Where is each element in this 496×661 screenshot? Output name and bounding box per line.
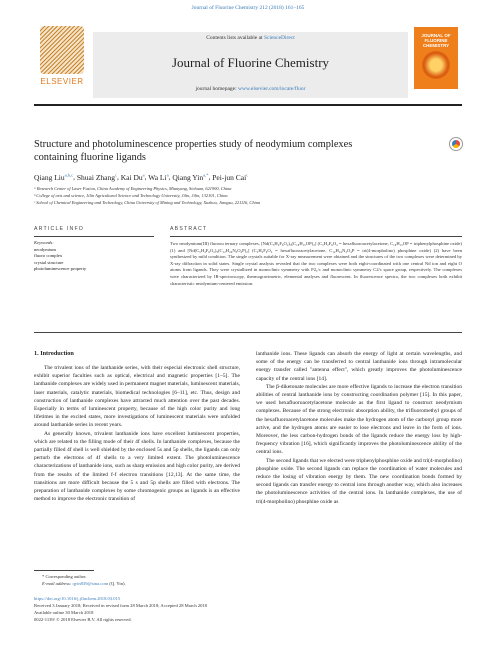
article-info-rule: [34, 236, 154, 237]
author-list: Qiang Liu$^{a,b,c}$, Shuai Zhang$^c$, Kai Du$^a$, Wa Li$^a$, Qiang Yin$^{a,*}$, Pei-jun Cai$^c$: [34, 172, 249, 182]
author-pei-jun-cai[interactable]: Pei-jun Cai$^c$: [212, 172, 249, 182]
affiliation-c: ᶜ School of Chemical Engineering and Technology, China University of Mining and Technology, Xuzhou, Jiangsu, 221116, China: [34, 200, 261, 205]
check-for-updates-icon[interactable]: [449, 137, 463, 151]
article-info-heading: ARTICLE INFO: [34, 226, 85, 232]
journal-homepage: journal homepage: www.elsevier.com/locate/fluor: [195, 86, 306, 92]
keywords-label: Keywords:: [34, 240, 54, 245]
author-shuai-zhang[interactable]: Shuai Zhang$^c$: [76, 172, 117, 182]
paragraph: The second ligands that we elected were triphenylphosphine oxide and tri(4-morpholino) phosphine oxide. The second ligands can replace the coordination of water molecules and reduce the losing of vibration energy by them. The new coordination bonds formed by second ligands can transfer energy to central ions through another way, which also increases the photoluminescence activities of the central ions. In lanthanide complexes, the use of tri(4-morpholino) phosphine oxide as: [256, 457, 462, 505]
abstract-text: Two neodymium(III) fluorou ternary complexes, [Nd(C₅H₂F₆O₂)₃(C₁₈H₁₅OP)₂] (C₅H₂F₆O₂ = hexafluoroacetylacetone, C₁₈H₁₅OP = triphenylphosphine oxide) (1) and [Nd(C₅H₂F₆O₂)₃(C₁₂H₂₄N₃O₄P)₂] (C₅H₂F₆O₂ = hexafluoroacetylacetone, C₁₂H₂₄N₃O₄P = tri(4-morpholino) phosphine oxide) (2) have been synthesized by mild condition. The single crystals suitable for X-ray measurement were obtained and the structures of the two complexes were determined by X-ray diffraction in solid states. Single crystal analysis revealed that the two complexes were both eight-coordinated with one central Nd ion and eight O atoms from ligands. They were crystallized in monoclinic symmetry with P2₁/c and monoclinic symmetry C2/c space group, respectively. The complexes were characterized by IR-spectroscopy, thermogravimetric, elemental analyses and fluorescent. In fluorescence spectra, the two complexes both exhibit characteristic neodymium-centered emission.: [170, 241, 462, 286]
paragraph: The β-diketonate molecules are more effective ligands to increase the electron transition abilities of central lanthanide ions by constructing coordination polymer [15]. In this paper, we used hexafluoroacetylacetone molecule as the first ligand to construct neodymium complexes. Because of the strong electronic absorption ability, the trifluoromethyl groups of the hexafluoroacetylacetone molecules make the hydrogen atom of the carbonyl group more active, and the hydrogen atoms are easier to lose electrons and leave in the form of ions. Moreover, the less carbon-hydrogen bonds of the ligands reduce the energy loss by high-frequency vibration [16], which significantly improves the photoluminescence ability of the central ions.: [256, 383, 462, 456]
running-head: Journal of Fluorine Chemistry 212 (2018) 161–165: [191, 5, 305, 11]
elsevier-logo: [40, 24, 84, 86]
contents-line: Contents lists available at ScienceDirect: [206, 35, 295, 41]
author-wa-li[interactable]: Wa Li$^a$: [148, 172, 169, 182]
author-qiang-liu[interactable]: Qiang Liu$^{a,b,c}$: [34, 172, 74, 182]
paragraph: As generally known, trivalent lanthanide ions have excellent luminescent properties, which are related to the filling mode of their 4f shells. In lanthanide complexes, because the partially filled 4f shell is well shielded by the enclosed 5s and 5p shells, the ligands can only perturb the electrons of 4f shells to a very limited extent. The photoluminescence characterizations of lanthanide ions, such as sharp emission and high color purity, are derived from the results of the limited f-f electron transitions [12,13]. At the same time, the transitions are more difficult because the 5 s and 5p shells are filled with electrons. The preparation of lanthanide complexes by some chromogenic groups as ligands is an effective method to improve the electronic transition of: [34, 430, 240, 503]
journal-cover: [414, 27, 458, 89]
paragraph: The trivalent ions of the lanthanide series, with their especial electronic shell structure, exhibit superior faculties such as optical, electrical and magnetic properties [1–5]. The lanthanide complexes are widely used in permanent magnet materials, luminescent materials, laser materials, catalytic materials, biomedical technologies [6–11], etc. Thus, design and construction of lanthanide complexes have attracted much attention over the past decades. Especially in terms of luminescent property, because of the high color purity and long lifetimes in the excited states, more investigations of luminescent materials were unfolded around lanthanide series in recent years.: [34, 365, 240, 429]
affiliation-a: ᵃ Research Center of Laser Fusion, China Academy of Engineering Physics, Mianyang, Sichuan, 621900, China: [34, 186, 232, 191]
intro-left-column: [34, 364, 240, 503]
received-dates: Received 3 January 2018; Received in revised form 28 March 2018; Accepted 28 March 2018: [34, 603, 207, 608]
publisher-name: ELSEVIER: [40, 77, 84, 86]
footnote-rule: [34, 570, 94, 571]
homepage-link[interactable]: www.elsevier.com/locate/fluor: [238, 86, 306, 92]
elsevier-tree-icon: [40, 26, 84, 74]
paragraph: lanthanide ions. These ligands can absorb the energy of light at certain wavelengths, and some of the energy can be transferred to central lanthanide ions through intramolecular energy transfer called "antenna effect", which greatly improves the photoluminescence capacity of the central ions [14].: [256, 351, 462, 382]
keyword: neodymium: [34, 246, 56, 252]
abstract-heading: ABSTRACT: [170, 226, 208, 232]
section-heading-introduction: 1. Introduction: [34, 350, 74, 357]
sciencedirect-link[interactable]: ScienceDirect: [263, 35, 295, 41]
available-online: Available online 30 March 2018: [34, 610, 94, 615]
email-link[interactable]: qyin839@sina.com: [72, 581, 109, 586]
doi-link[interactable]: https://doi.org/10.1016/j.jfluchem.2018.03.015: [34, 596, 121, 601]
author-kai-du[interactable]: Kai Du$^a$: [120, 172, 145, 182]
email-line: E-mail address: qyin839@sina.com (Q. Yin).: [42, 581, 126, 586]
cover-title: JOURNAL OF FLUORINE CHEMISTRY: [421, 33, 451, 48]
keyword: photoluminescence property: [34, 266, 87, 272]
article-title: Structure and photoluminescence properties study of neodymium complexes containing fluorine ligands: [34, 139, 353, 163]
keyword: fluoro complex: [34, 253, 63, 259]
keyword: crystal structure: [34, 259, 64, 265]
author-qiang-yin[interactable]: Qiang Yin$^{a,*}$: [172, 172, 209, 182]
keywords-block: [34, 240, 154, 273]
corresponding-note: * Corresponding author.: [42, 574, 87, 579]
journal-title: Journal of Fluorine Chemistry: [171, 55, 330, 70]
copyright: 0022-1139/ © 2018 Elsevier B.V. All rights reserved.: [34, 617, 132, 622]
affiliation-b: ᵇ College of arts and science, Jilin Agricultural Science and Technology University, Jilin, Jilin, 132101, China: [34, 193, 228, 198]
header-rule: [34, 104, 462, 106]
abstract-end-rule: [34, 332, 462, 333]
intro-right-column: [256, 350, 462, 506]
abstract-rule: [170, 236, 462, 237]
cover-art: [422, 51, 450, 79]
